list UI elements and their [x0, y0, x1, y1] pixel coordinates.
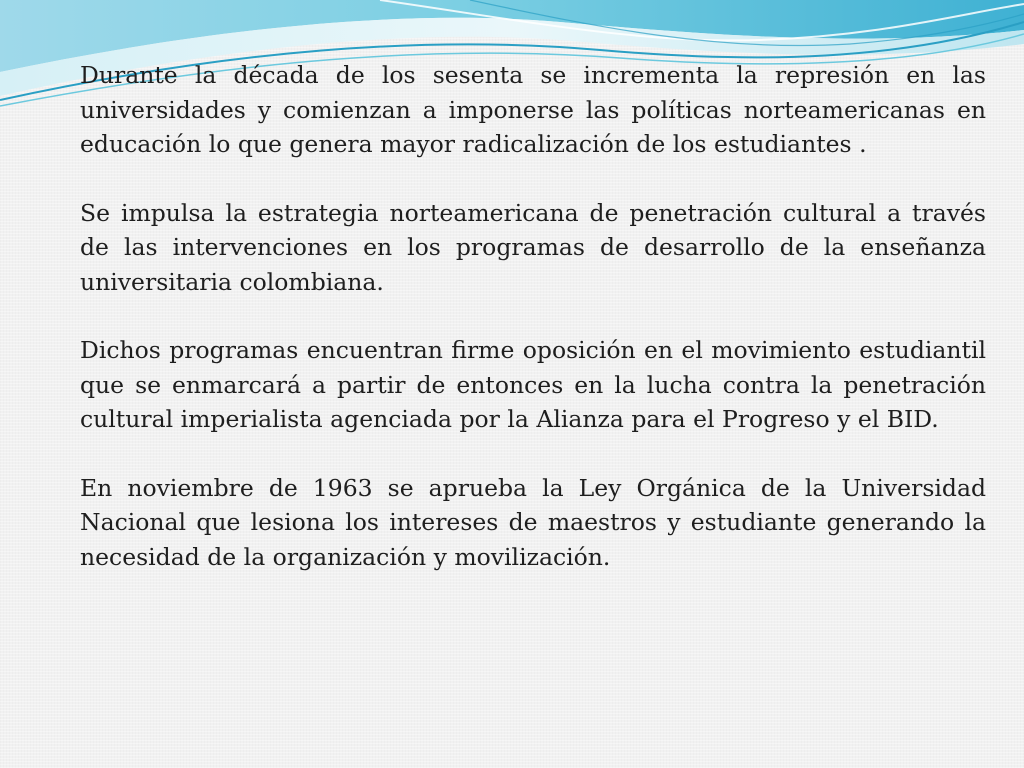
paragraph-2: Se impulsa la estrategia norteamericana de penetración cultural a través de las intervenciones en los programas de desarrollo de la enseñanza universitaria colombiana. — [80, 198, 986, 296]
paragraph-4: En noviembre de 1963 se aprueba la Ley Orgánica de la Universidad Nacional que lesiona los intereses de maestros y estudiante generando la necesidad de la organización y movilización. — [80, 473, 986, 571]
paragraph-1: Durante la década de los sesenta se incrementa la represión en las universidades y comienzan a imponerse las políticas norteamericanas en educación lo que genera mayor radicalización de los estudiantes . — [80, 61, 986, 158]
slide-body — [80, 58, 986, 608]
paragraph-3: Dichos programas encuentran firme oposición en el movimiento estudiantil que se enmarcará a partir de entonces en la lucha contra la penetración cultural imperialista agenciada por la Alianza para el Progreso y el BID. — [80, 336, 986, 433]
